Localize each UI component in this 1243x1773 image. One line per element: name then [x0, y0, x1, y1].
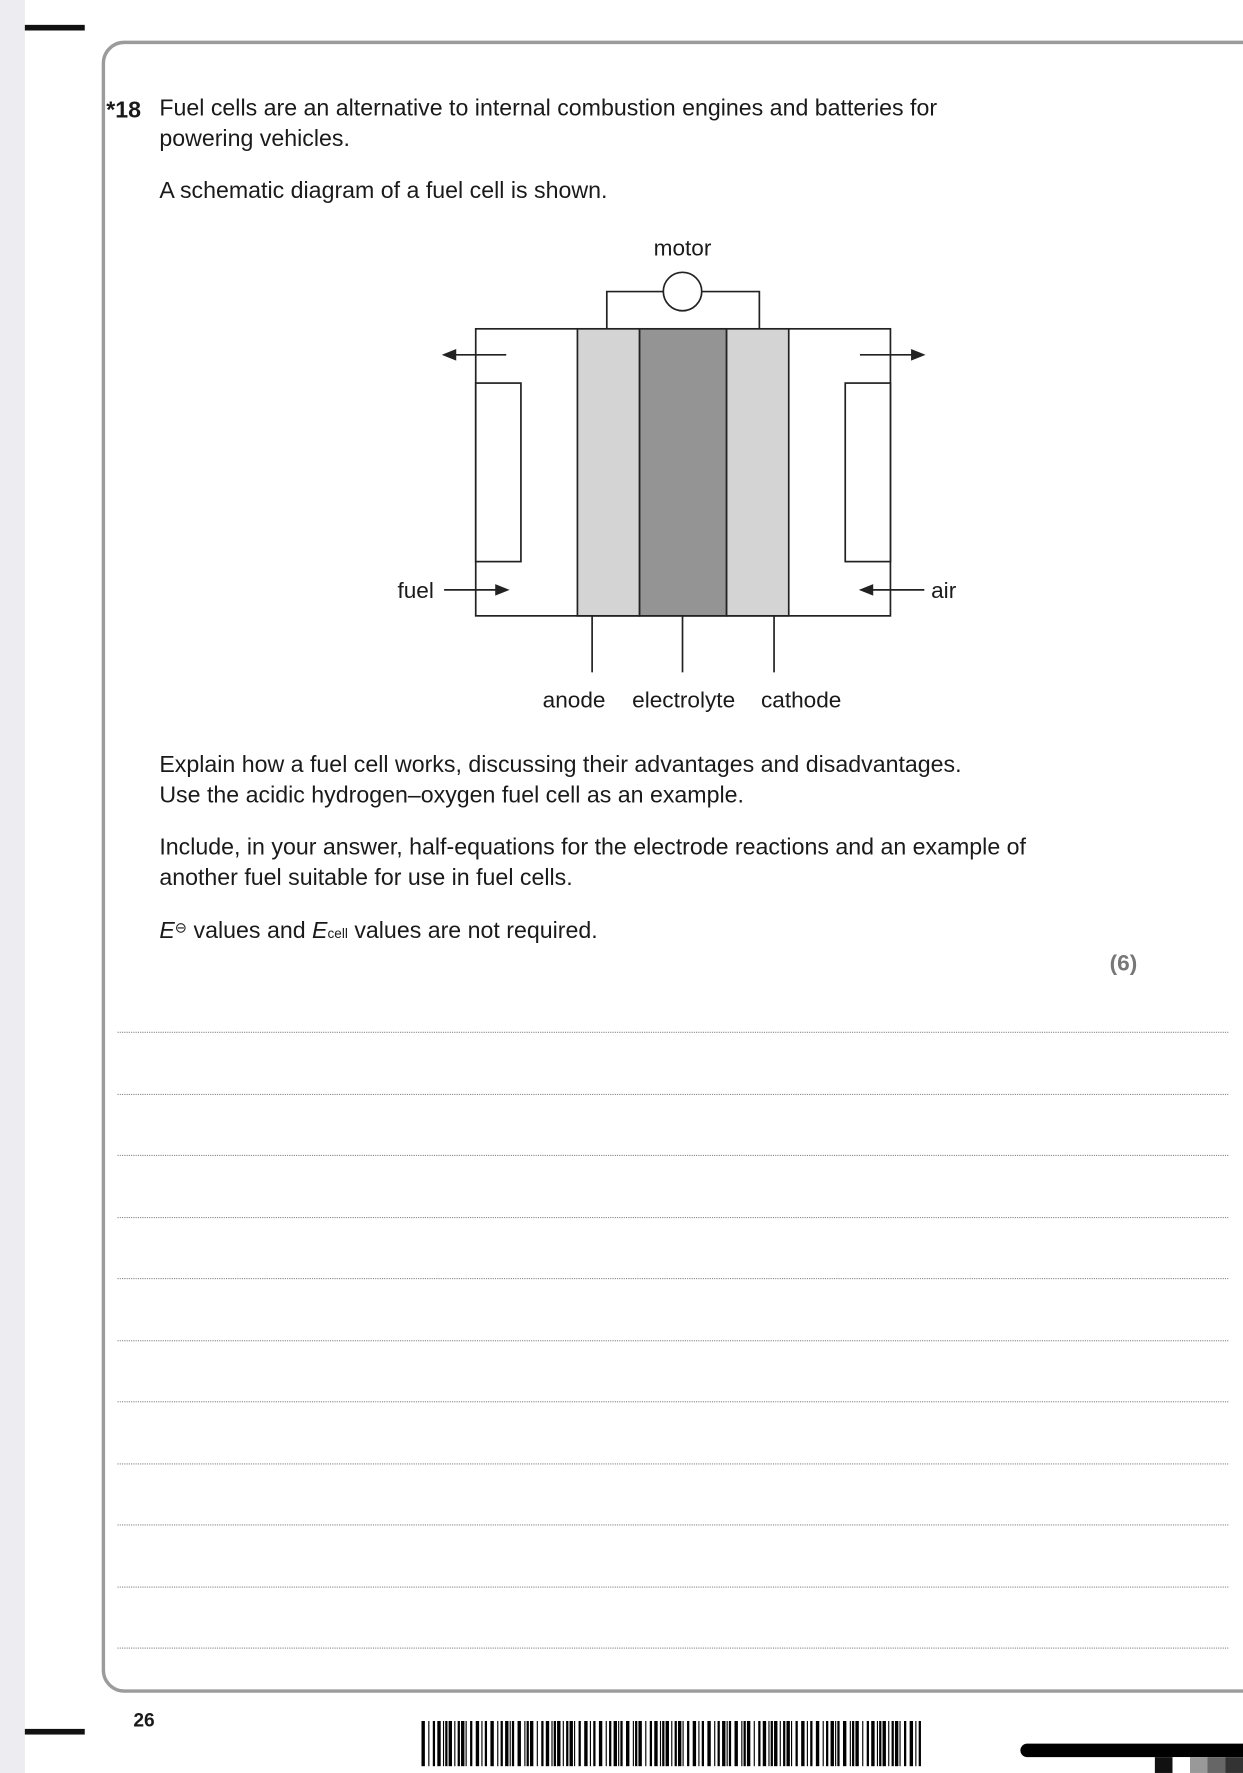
barcode-bar [871, 1721, 874, 1766]
barcode-bar [774, 1721, 777, 1766]
barcode-bar [579, 1721, 581, 1766]
barcode-bar [635, 1721, 637, 1766]
barcode-bar [919, 1721, 921, 1766]
barcode-bar [722, 1721, 725, 1766]
barcode-bar [421, 1721, 424, 1766]
barcode-bar [729, 1721, 731, 1766]
barcode-bar [915, 1721, 916, 1766]
barcode-bar [862, 1721, 863, 1766]
barcode-bar [505, 1721, 508, 1766]
page-number: 26 [133, 1709, 155, 1732]
intro-line-1: Fuel cells are an alternative to internal combustion engines and batteries for [159, 94, 938, 121]
barcode-bar [557, 1721, 560, 1766]
barcode-bar [735, 1721, 738, 1766]
barcode-bar [807, 1721, 808, 1766]
barcode-bar [618, 1721, 619, 1766]
barcode-bar [768, 1721, 769, 1766]
barcode-bar [510, 1721, 511, 1766]
barcode-bar [810, 1721, 812, 1766]
barcode-bar [786, 1721, 789, 1766]
barcode-bar [763, 1721, 766, 1766]
barcode-bar [466, 1721, 467, 1766]
answer-line[interactable] [118, 1524, 1229, 1525]
barcode-bar [744, 1721, 746, 1766]
barcode-bar [727, 1721, 728, 1766]
barcode-bar [707, 1721, 710, 1766]
barcode-bar [458, 1721, 460, 1766]
barcode-bar [666, 1721, 669, 1766]
barcode-bar [867, 1721, 869, 1766]
barcode-bar [563, 1721, 564, 1766]
barcode-bar [879, 1721, 881, 1766]
barcode-bar [816, 1721, 819, 1766]
barcode-bar [449, 1721, 452, 1766]
barcode-bar [614, 1721, 617, 1766]
barcode-bar [702, 1721, 704, 1766]
e-symbol: E [159, 917, 175, 944]
barcode-bar [791, 1721, 792, 1766]
barcode-bar [888, 1721, 889, 1766]
cathode-label: cathode [760, 687, 842, 713]
barcode-bar [530, 1721, 533, 1766]
motor-symbol [663, 272, 701, 310]
barcode-bar [546, 1721, 549, 1766]
barcode-bar [855, 1721, 858, 1766]
instruction-line-1: Explain how a fuel cell works, discussing their advantages and disadvantages. [159, 751, 962, 778]
barcode-bar [620, 1721, 622, 1766]
barcode-bar [490, 1721, 493, 1766]
cell-subscript: cell [327, 925, 348, 942]
barcode-bar [645, 1721, 646, 1766]
anode-layer [577, 329, 639, 616]
barcode-bar [910, 1721, 913, 1766]
barcode-bar [485, 1721, 487, 1766]
barcode-bar [574, 1721, 575, 1766]
barcode-bar [501, 1721, 503, 1766]
include-line-2: another fuel suitable for use in fuel cells. [159, 864, 573, 891]
barcode-bar [877, 1721, 878, 1766]
barcode-bar [693, 1721, 696, 1766]
air-channel-baffle [845, 383, 890, 562]
barcode-bar [476, 1721, 479, 1766]
barcode-bar [835, 1721, 836, 1766]
electrolyte-label: electrolyte [632, 687, 736, 713]
barcode-bar [461, 1721, 464, 1766]
air-label: air [931, 577, 957, 603]
barcode-bar [524, 1721, 525, 1766]
answer-line[interactable] [118, 1155, 1229, 1156]
barcode-bar [606, 1721, 607, 1766]
barcode-bar [527, 1721, 529, 1766]
corner-squares [1155, 1757, 1243, 1773]
barcode-bar [771, 1721, 773, 1766]
barcode-bar [852, 1721, 854, 1766]
barcode-bar [660, 1721, 661, 1766]
barcode-bar [470, 1721, 472, 1766]
standard-symbol: ⊖ [174, 918, 188, 936]
barcode [421, 1721, 926, 1766]
barcode-bar [683, 1721, 684, 1766]
include-line-1: Include, in your answer, half-equations for the electrode reactions and an example of [159, 833, 1026, 860]
barcode-bar [537, 1721, 538, 1766]
answer-line[interactable] [118, 1032, 1229, 1033]
barcode-bar [633, 1721, 634, 1766]
electrolyte-layer [640, 329, 727, 616]
barcode-bar [758, 1721, 760, 1766]
barcode-bar [714, 1721, 715, 1766]
barcode-bar [638, 1721, 641, 1766]
registration-mark-bottom [25, 1729, 85, 1735]
barcode-bar [747, 1721, 750, 1766]
fuel-channel-baffle [476, 383, 521, 562]
barcode-bar [626, 1721, 629, 1766]
question-number: *18 [106, 97, 142, 124]
barcode-bar [554, 1721, 556, 1766]
barcode-bar [566, 1721, 568, 1766]
barcode-bar [512, 1721, 514, 1766]
barcode-bar [454, 1721, 455, 1766]
barcode-bar [481, 1721, 482, 1766]
barcode-bar [497, 1721, 498, 1766]
fuel-cell-diagram [0, 0, 1243, 735]
corner-bar [1020, 1744, 1243, 1758]
barcode-bar [445, 1721, 447, 1766]
answer-line[interactable] [118, 1094, 1229, 1095]
answer-line[interactable] [118, 1401, 1229, 1402]
barcode-bar [675, 1721, 677, 1766]
answer-line[interactable] [118, 1463, 1229, 1464]
barcode-bar [671, 1721, 672, 1766]
answer-line[interactable] [118, 1278, 1229, 1279]
motor-label: motor [653, 235, 712, 261]
barcode-bar [678, 1721, 681, 1766]
barcode-bar [609, 1721, 611, 1766]
barcode-bar [662, 1721, 664, 1766]
barcode-bar [584, 1721, 587, 1766]
answer-line[interactable] [118, 1217, 1229, 1218]
marks-label: (6) [1109, 951, 1138, 977]
barcode-bar [850, 1721, 851, 1766]
barcode-bar [599, 1721, 602, 1766]
barcode-bar [843, 1721, 846, 1766]
barcode-bar [780, 1721, 781, 1766]
barcode-bar [895, 1721, 898, 1766]
barcode-bar [823, 1721, 824, 1766]
anode-label: anode [542, 687, 606, 713]
barcode-bar [892, 1721, 894, 1766]
answer-line[interactable] [118, 1340, 1229, 1341]
barcode-bar [741, 1721, 742, 1766]
barcode-bar [437, 1721, 440, 1766]
barcode-bar [783, 1721, 785, 1766]
barcode-bar [883, 1721, 886, 1766]
note-text-1: values and [187, 917, 313, 944]
barcode-bar [899, 1721, 900, 1766]
instruction-line-2: Use the acidic hydrogen–oxygen fuel cell as an example. [159, 781, 744, 808]
barcode-bar [904, 1721, 906, 1766]
barcode-bar [541, 1721, 543, 1766]
barcode-bar [826, 1721, 828, 1766]
barcode-bar [650, 1721, 652, 1766]
barcode-bar [831, 1721, 834, 1766]
barcode-bar [593, 1721, 595, 1766]
answer-line[interactable] [118, 1648, 1229, 1649]
barcode-bar [443, 1721, 444, 1766]
barcode-bar [590, 1721, 591, 1766]
fuel-label: fuel [397, 577, 434, 603]
answer-line[interactable] [118, 1587, 1229, 1588]
barcode-bar [754, 1721, 755, 1766]
barcode-bar [687, 1721, 689, 1766]
barcode-bar [551, 1721, 552, 1766]
e-cell-symbol: E [312, 917, 328, 944]
intro-line-2: powering vehicles. [159, 125, 350, 152]
barcode-bar [796, 1721, 798, 1766]
barcode-bar [801, 1721, 804, 1766]
note-text-2: values are not required. [347, 917, 598, 944]
cathode-layer [727, 329, 789, 616]
barcode-bar [698, 1721, 699, 1766]
diagram-caption: A schematic diagram of a fuel cell is shown. [159, 177, 608, 204]
barcode-bar [654, 1721, 657, 1766]
barcode-bar [428, 1721, 429, 1766]
barcode-bar [718, 1721, 720, 1766]
barcode-bar [837, 1721, 839, 1766]
note-line [159, 917, 598, 944]
barcode-bar [570, 1721, 573, 1766]
barcode-bar [518, 1721, 521, 1766]
barcode-bar [433, 1721, 435, 1766]
